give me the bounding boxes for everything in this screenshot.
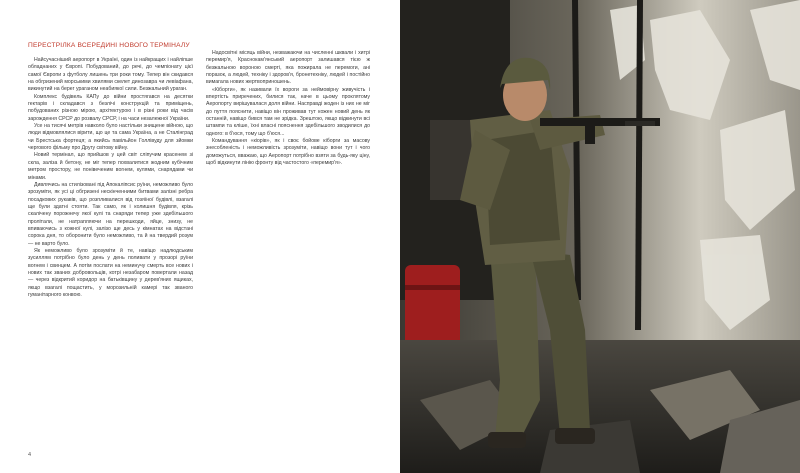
text-column-right	[206, 50, 370, 168]
paragraph: Як неможливо було зрозуміти й те, навіщо надлюдським зусиллям потрібно було день у день поливати у прозорі руїни вогнем і свинцем. А потім послати на неминучу смерть все нових і нових так званих добровольців, котрі незабаром повертали назад — через відкритий коридор на батьківщину у дерев'яних ящиках, якщо взагалі пощастить, у морозильній камері так званого гуманітарного конвою.	[28, 247, 193, 298]
paragraph: Дивлячись на стилізовані під Апокаліпсис руїни, неможливо було зрозуміти, як усі ці обгризені нескінченними битвами залізні ребра посадкових рукавів, що розпливалися від гозяїної будівлі, взагалі ще були здатні стояти. Так само, як і колишня будівля, крізь скалічену порожнечу якої кулі та снаряди тепер уже здебільшого пролітали, не натрапляючи на перешкоди, яйце, знизу, не впиваючись з кожної кулі, залізо ще десь у кімнатах на відстані сорока дня, то оборонити було неможливо, та й на твердий розум — не варто було.	[28, 181, 193, 247]
paragraph: Надосвітні місяць війни, незважаючи на численні шквали і хитрі перемир'я, Краснокам'янський аеропорт залишався тією ж безжальною вороною смерті, яка пожирала не перемоги, ані поразок, а людей, техніку і здоров'я, бронетехніку, людей і постійно вимагала нових жертвоприношень.	[206, 50, 370, 86]
paragraph: «Кіборги», як називали їх вороги за неймовірну живучість і впертість приречених, билися так, наче в цьому проклятому Аеропорту вирішувалася доля війни. Насправді жоден із них не міг до пуття пояснити, навіщо він проживав тут кожен новий день як останній, навіщо бився там не зрідка. Зрештою, якщо відкинути всі штампи та кліше, їхні власні пояснення здебільшого зводилися до одного: в б'юся, тому що б'юся...	[206, 86, 370, 137]
soldier-photo	[400, 0, 800, 473]
article-heading: ПЕРЕСТРІЛКА ВСЕРЕДИНІ НОВОГО ТЕРМІНАЛУ	[28, 42, 190, 49]
page-number: 4	[28, 452, 32, 458]
paragraph: Командування «кіорів», як і своє бойове кіборги за масову знесобленість і неможливість зрозуміти, навіщо вони тут і чого доможуться, вважаю, що Аеропорт потрібно взяти за будь-яку ціну, щоб відкинути лінію фронту від частостого «перемир'я».	[206, 138, 370, 167]
photo-illustration	[400, 0, 800, 473]
text-column-left	[28, 57, 193, 299]
paragraph: Найсучасніший аеропорт в Україні, один із найкращих і найліпше обладнаних у Європі. Побудований, до речі, до чемпіонату цієї самої Європи з футболу лишень три роки тому. Тепер він скидався на обгризений морськими хвилями скелет динозавра чи левіафана, викинутий на берег ураганом неабиякої сили. Безжальний ураган.	[28, 57, 193, 93]
paragraph: Новий термінал, що прийшов у цей світ сліпучим красенем зі скла, заліза й бетону, не міг тепер похвалитися жодним кубічним метром простору, не понівеченим вогнем, кулями, снарядами чи мінами.	[28, 152, 193, 181]
paragraph: Усе на тисячі метрів навколо було настільки знищене війною, що люди відмовлялися вірити, що це та сама Україна, а не Сталінград чи Брестська фортеця; а якийсь павільйон Голлівуду для зйомки чергового фільму про Другу світову війну.	[28, 123, 193, 152]
paragraph: Комплекс будівель КАПу до війни простягався на десятки гектарів і складався з безлічі конструкцій та приміщень, побудованих різною мірою, архітектурою і в різні роки від часів зарождення СРСР до розвалу СРСР, і на часи незалежної України.	[28, 93, 193, 122]
